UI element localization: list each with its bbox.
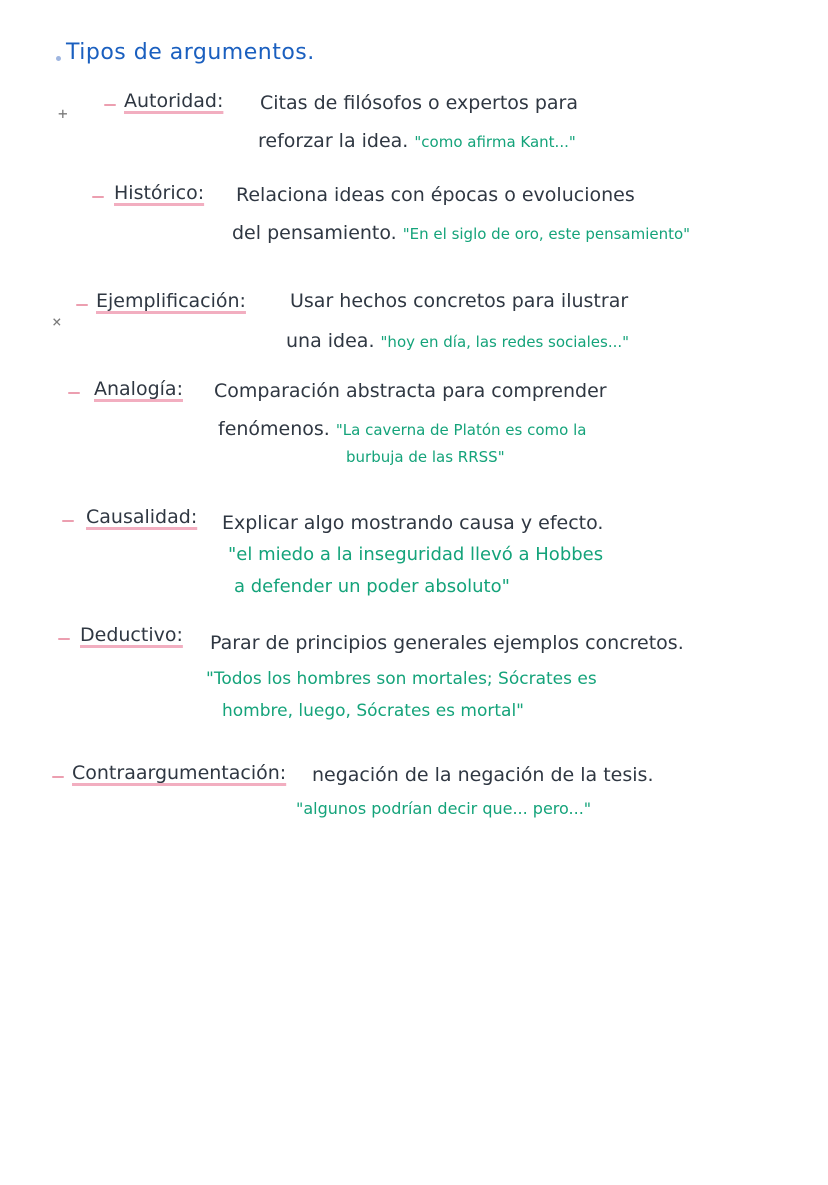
definition-line: Explicar algo mostrando causa y efecto.: [222, 512, 604, 534]
dash-bullet: [92, 196, 104, 198]
dash-bullet: [62, 520, 74, 522]
example-quote: "En el siglo de oro, este pensamiento": [402, 225, 691, 243]
argument-term: Ejemplificación:: [96, 290, 246, 312]
definition-text: del pensamiento.: [232, 222, 397, 244]
argument-term: Deductivo:: [80, 624, 183, 646]
definition-line: Citas de filósofos o expertos para: [260, 92, 579, 114]
definition-line: [218, 416, 586, 443]
example-quote: "Todos los hombres son mortales; Sócrates es: [206, 669, 597, 689]
definition-text: reforzar la idea.: [258, 130, 409, 152]
definition-line: negación de la negación de la tesis.: [312, 764, 654, 786]
page-title: Tipos de argumentos.: [66, 40, 315, 65]
definition-line: Usar hechos concretos para ilustrar: [290, 290, 629, 312]
definition-line: Relaciona ideas con épocas o evoluciones: [236, 184, 635, 206]
dash-bullet: [58, 638, 70, 640]
argument-term: Causalidad:: [86, 506, 198, 528]
dash-bullet: [104, 104, 116, 106]
dash-bullet: [52, 776, 64, 778]
definition-line: Parar de principios generales ejemplos concretos.: [210, 632, 684, 654]
tick-mark: +: [58, 104, 68, 123]
example-quote: "hoy en día, las redes sociales...": [380, 333, 630, 351]
argument-term: Analogía:: [94, 378, 183, 400]
example-quote: "algunos podrían decir que... pero...": [296, 799, 592, 818]
dash-bullet: [68, 392, 80, 394]
example-quote: "como afirma Kant...": [414, 133, 576, 151]
example-quote-continued: burbuja de las RRSS": [346, 448, 505, 466]
example-quote: "el miedo a la inseguridad llevó a Hobbes: [228, 544, 604, 565]
definition-line: [286, 328, 629, 355]
title-bullet: [56, 56, 61, 61]
example-quote-continued: hombre, luego, Sócrates es mortal": [222, 701, 524, 721]
tick-mark: ×: [52, 312, 62, 331]
argument-term: Contraargumentación:: [72, 762, 287, 784]
definition-text: una idea.: [286, 330, 375, 352]
definition-line: Comparación abstracta para comprender: [214, 380, 607, 402]
example-quote-continued: a defender un poder absoluto": [234, 576, 510, 597]
dash-bullet: [76, 304, 88, 306]
example-quote: "La caverna de Platón es como la: [335, 421, 587, 439]
definition-line: [258, 128, 576, 155]
definition-line: [232, 220, 690, 247]
definition-text: fenómenos.: [218, 418, 330, 440]
argument-term: Autoridad:: [124, 90, 224, 112]
argument-term: Histórico:: [114, 182, 205, 204]
